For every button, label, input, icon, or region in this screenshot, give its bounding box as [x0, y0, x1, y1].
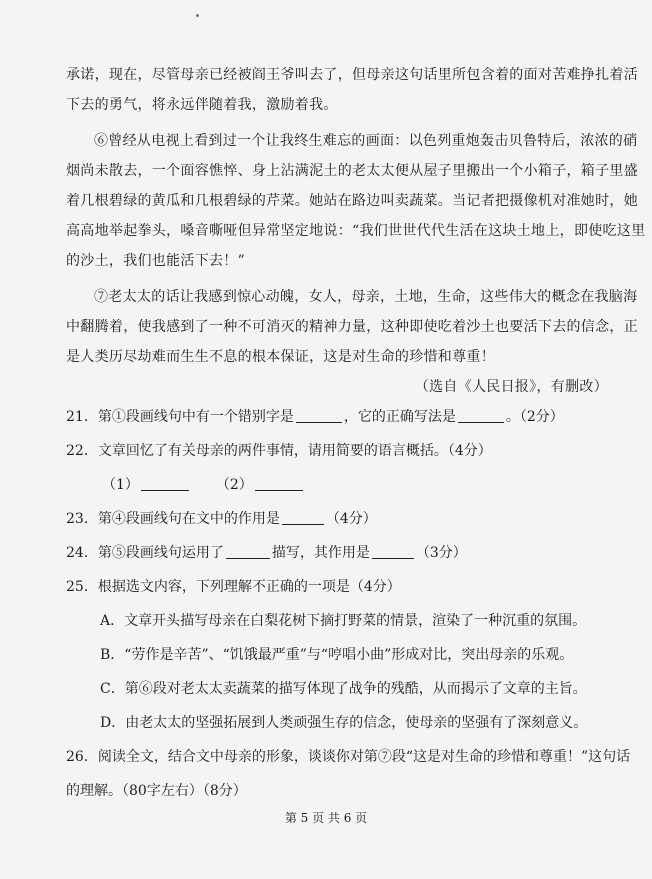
- question-21: 21．第①段画线句中有一个错别字是 ，它的正确写法是 。（2分）: [66, 409, 564, 425]
- question-26-line1: 26．阅读全文，结合文中母亲的形象，谈谈你对第⑦段“这是对生命的珍惜和尊重！”这句话: [66, 749, 631, 765]
- option-c: C．第⑥段对老太太卖蔬菜的描写体现了战争的残酷，从而揭示了文章的主旨。: [100, 681, 587, 697]
- answer-blank[interactable]: [372, 544, 414, 559]
- answer-blank[interactable]: [282, 510, 324, 525]
- question-25: 25．根据选文内容，下列理解不正确的一项是（4分）: [66, 579, 401, 595]
- passage-line: 是人类历尽劫难而生生不息的根本保证，这是对生命的珍惜和尊重！: [66, 349, 495, 365]
- passage-line: 高高地举起拳头，嗓音嘶哑但异常坚定地说：“我们世世代代生活在这块土地上，即使吃这里: [66, 223, 646, 239]
- option-b: B．“劳作是辛苦”、“饥饿最严重”与“哼唱小曲”形成对比，突出母亲的乐观。: [100, 647, 574, 663]
- reading-passage: [66, 60, 646, 402]
- questions: [66, 402, 631, 806]
- page-number: 第 5 页 共 6 页: [284, 811, 368, 825]
- option-d: D．由老太太的坚强拓展到人类顽强生存的信念，使母亲的坚强有了深刻意义。: [100, 715, 588, 731]
- answer-blank[interactable]: [255, 476, 303, 491]
- passage-line: 的沙土，我们也能活下去！”: [66, 253, 246, 269]
- question-22-answers: （1） （2）: [66, 470, 608, 500]
- passage-source: （选自《人民日报》，有删改）: [414, 379, 608, 395]
- answer-blank[interactable]: [296, 408, 342, 423]
- passage-line: 承诺，现在，尽管母亲已经被阎王爷叫去了，但母亲这句话里所包含着的面对苦难挣扎着活: [66, 67, 638, 83]
- answer-blank[interactable]: [141, 476, 189, 491]
- passage-line: ⑥曾经从电视上看到过一个让我终生难忘的画面：以色列重炮轰击贝鲁特后，浓浓的硝: [94, 133, 638, 149]
- passage-line: 烟尚未散去，一个面容憔悴、身上沾满泥土的老太太便从屋子里搬出一个小箱子，箱子里盛: [66, 163, 638, 179]
- answer-blank[interactable]: [226, 544, 270, 559]
- option-a: A．文章开头描写母亲在白梨花树下摘打野菜的情景，渲染了一种沉重的氛围。: [100, 613, 587, 629]
- passage-line: ⑦老太太的话让我感到惊心动魄，女人，母亲，土地，生命，这些伟大的概念在我脑海: [94, 289, 638, 305]
- question-23: 23．第④段画线句在文中的作用是 （4分）: [66, 511, 377, 527]
- question-24: 24．第⑤段画线句运用了 描写，其作用是 （3分）: [66, 545, 467, 561]
- passage-line: 中翻腾着，使我感到了一种不可消灭的精神力量，这种即使吃着沙土也要活下去的信念，正: [66, 319, 638, 335]
- passage-line: 着几根碧绿的黄瓜和几根碧绿的芹菜。她站在路边叫卖蔬菜。当记者把摄像机对准她时，她: [66, 193, 638, 209]
- question-22: 22．文章回忆了有关母亲的两件事情，请用简要的语言概括。（4分）: [66, 443, 492, 459]
- passage-line: 下去的勇气，将永远伴随着我，激励着我。: [66, 97, 338, 113]
- answer-blank[interactable]: [458, 408, 504, 423]
- question-26-line2: 的理解。（80字左右）（8分）: [66, 783, 247, 799]
